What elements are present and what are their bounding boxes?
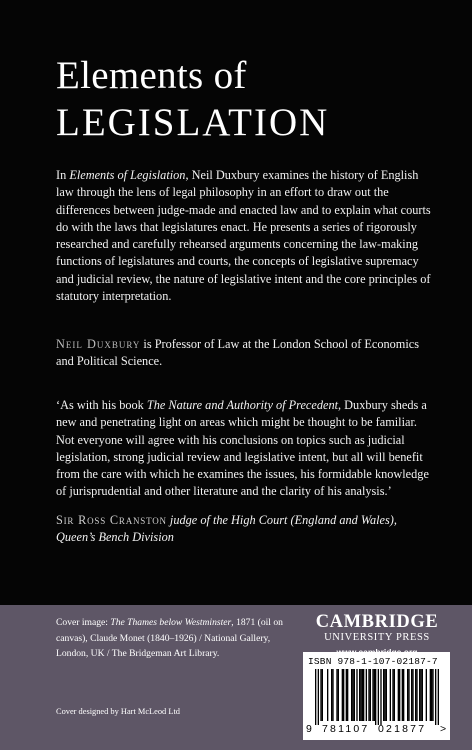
barcode-bar [383,669,384,721]
barcode-bar [315,669,316,725]
credit-text: , 1871 (oil on canvas), Claude Monet (1840–1926) / National Gallery, London, UK / The Bridgeman Art Library. [56,617,283,660]
barcode-bar [346,669,347,721]
isbn-barcode [303,652,450,740]
barcode-bar [380,669,381,725]
barcode-bar [422,669,423,721]
barcode-bar [403,669,404,721]
barcode-bar [368,669,369,721]
barcode-bar [438,669,439,725]
barcode-bar [415,669,416,721]
barcode-bar [363,669,364,721]
barcode-bar [431,669,432,721]
book-blurb [56,167,436,305]
barcode-bar [322,669,323,721]
barcode-bar [372,669,373,721]
barcode-bar [331,669,332,721]
barcode-bar [416,669,417,721]
barcode-bar [366,669,367,721]
barcode-bar [426,669,427,721]
book-title [56,56,329,142]
cover-image-credit [56,615,296,662]
barcode-bar [327,669,328,721]
review-quote [56,397,434,501]
review-attribution [56,512,436,547]
barcode-bars [315,669,439,725]
isbn-label: ISBN 978-1-107-02187-7 [308,656,438,667]
barcode-bar [370,669,371,721]
barcode-bar [362,669,363,721]
barcode-bar [390,669,391,721]
barcode-bar [430,669,431,721]
barcode-bar [374,669,375,721]
barcode-bar [399,669,400,721]
quote-book-title: The Nature and Authority of Precedent [146,398,339,412]
cover-designer: Cover designed by Hart McLeod Ltd [56,707,180,716]
barcode-bar [375,669,376,725]
quote-open: ‘As with his book [56,398,147,412]
title-line-1: Elements of [56,54,247,97]
barcode-bar [402,669,403,721]
barcode-bar [351,669,352,721]
reviewer-name: Sir Ross Cranston [56,513,167,527]
barcode-bar [408,669,409,721]
barcode-bar [384,669,385,721]
barcode-bar [392,669,393,721]
barcode-bar [419,669,420,721]
author-bio-text: is Professor of Law at the London School of Economics and Political Science. [56,337,420,369]
barcode-bar [411,669,412,721]
barcode-digits-left: 781107 [322,723,370,735]
title-line-2: LEGISLATION [56,101,330,144]
barcode-bar [435,669,436,725]
reviewer-role: judge of the High Court (England and Wales), Queen’s Bench Division [56,513,397,545]
barcode-bar [347,669,348,721]
barcode-bar [354,669,355,721]
barcode-bar [332,669,333,721]
barcode-bar [338,669,339,721]
barcode-bar [398,669,399,721]
barcode-bar [343,669,344,721]
barcode-bar [412,669,413,721]
author-name: Neil Duxbury [56,337,141,351]
publisher-subtitle: UNIVERSITY PRESS [324,632,430,643]
author-bio [56,336,436,371]
credit-painting: The Thames below Westminster [110,617,232,628]
barcode-bar [360,669,361,721]
barcode-bar [432,669,433,721]
barcode-digits-right: 021877 [378,723,427,735]
barcode-bar [420,669,421,721]
barcode-bar [386,669,387,721]
blurb-book-title: Elements of Legislation [69,168,186,182]
publisher-logo [302,612,452,657]
blurb-intro: In [56,168,70,182]
quote-text: , Duxbury sheds a new and penetrating light on areas which might be thought to be familiar. Not everyone will agree with his conclusions on topics such as judicial legislation, strong judicial review and legislative intent, but all will benefit from the care with which he examines the issues, his formidable knowledge of jurisprudential and other literature and the clarity of his analysis.’ [56,398,429,499]
credit-prefix: Cover image: [56,617,111,628]
barcode-bar [342,669,343,721]
barcode-bar [318,669,319,725]
barcode-addon-mark: > [440,723,447,735]
publisher-name: CAMBRIDGE [315,612,439,632]
barcode-bar [352,669,353,721]
barcode-bar [320,669,321,721]
barcode-bar [394,669,395,721]
blurb-text: , Neil Duxbury examines the history of English law through the lens of legal philosophy in an effort to draw out the differences between judge-made and enacted law and to explain what courts do with the laws that legislatures enact. He presents a series of rigorously researched and carefully rehearsed arguments concerning the law-making functions of legislatures and courts, the concepts of legislative supremacy and judicial review, the nature of legislative intent and the core principles of statutory interpretation. [56,168,431,304]
barcode-digit-first: 9 [306,723,312,735]
barcode-bar [336,669,337,721]
barcode-bar [356,669,357,721]
barcode-bar [378,669,379,725]
barcode-bar [407,669,408,721]
barcode-bar [359,669,360,721]
